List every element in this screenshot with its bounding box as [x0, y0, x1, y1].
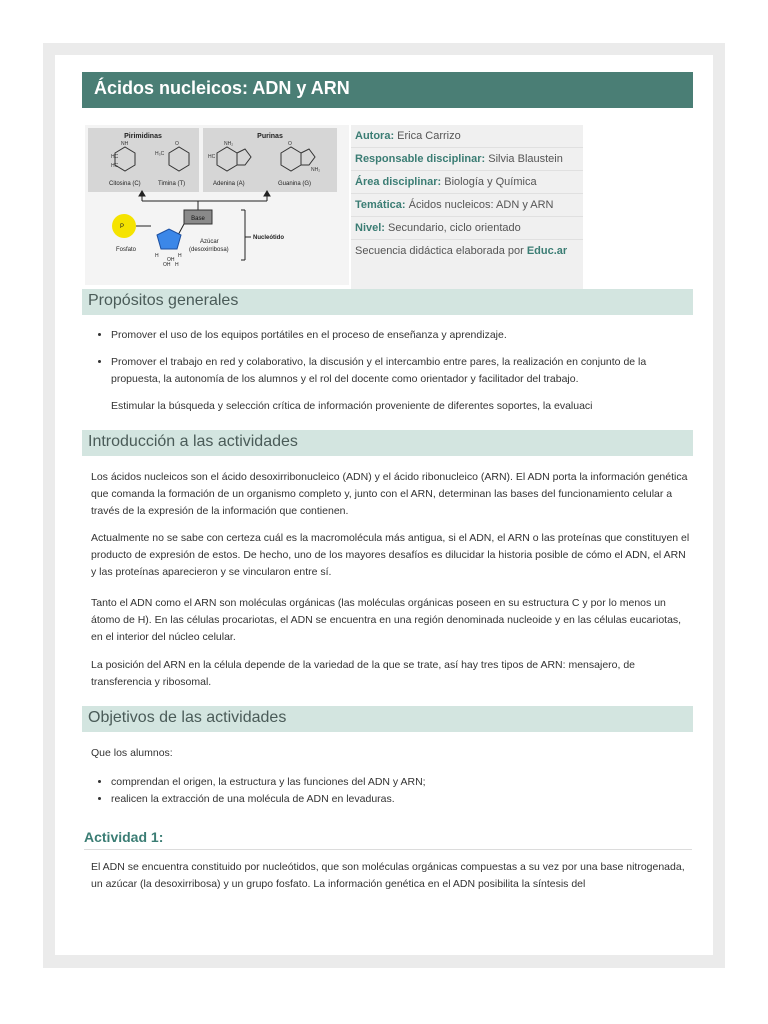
fosfato-label: Fosfato	[116, 247, 137, 253]
responsable-value: Silvia Blaustein	[488, 153, 563, 165]
educ-link[interactable]: Educ.ar	[526, 245, 568, 257]
purinas-label: Purinas	[257, 133, 283, 140]
propositos-heading: Propósitos generales	[82, 289, 693, 315]
tematica-value: Ácidos nucleicos: ADN y ARN	[408, 199, 554, 211]
svg-text:HC: HC	[111, 154, 119, 160]
nivel-label: Nivel:	[355, 222, 385, 234]
svg-text:NH₂: NH₂	[311, 167, 321, 173]
base-label-a: Adenina (A)	[213, 181, 245, 187]
svg-text:OH: OH	[163, 262, 171, 268]
desoxirribosa-label: (desoxirribosa)	[189, 247, 229, 253]
list-item: • Promover el trabajo en red y colaborativo, la discusión y el intercambio entre pares, la realización en conjunto de la propuesta, la autonomía de los alumnos y el rol del docente como orientador y facilitador del trabajo.	[111, 354, 691, 388]
info-row-nivel	[351, 217, 583, 240]
list-item: • comprendan el origen, la estructura y las funciones del ADN y ARN;	[111, 774, 691, 791]
responsable-label: Responsable disciplinar:	[355, 153, 486, 165]
document-page	[55, 55, 713, 955]
base-label-g: Guanina (G)	[278, 181, 312, 187]
base-label-t: Timina (T)	[158, 181, 186, 187]
page-title: Ácidos nucleicos: ADN y ARN	[82, 72, 693, 108]
propositos-list	[91, 327, 691, 415]
info-row-area	[351, 171, 583, 194]
objetivos-list	[91, 774, 691, 808]
intro-paragraph-3: Tanto el ADN como el ARN son moléculas orgánicas (las moléculas orgánicas poseen en su estructura C y por lo menos un átomo de H). En las células procariotas, el ADN se encuentra en una región denominada nucleoide y en las células eucariotas, en el interior del núcleo celular.	[91, 597, 682, 643]
svg-text:P: P	[120, 224, 125, 230]
svg-text:H: H	[178, 253, 182, 259]
secuencia-text: Secuencia didáctica elaborada por	[355, 245, 524, 257]
base-label-c: Citosina (C)	[109, 181, 141, 187]
actividad-1-heading: Actividad 1:	[84, 829, 692, 850]
objetivos-intro: Que los alumnos:	[91, 747, 173, 759]
objetivos-heading: Objetivos de las actividades	[82, 706, 693, 732]
intro-paragraph-2: Actualmente no se sabe con certeza cuál es la macromolécula más antigua, si el ADN, el ARN o las proteínas que constituyen el producto de expresión de estos. De hecho, uno de los mayores desafíos es dilucidar la historia posible de cómo el ADN, el ARN y las proteínas aparecieron y se vincularon entre sí.	[91, 532, 690, 578]
svg-text:HC: HC	[208, 154, 216, 160]
nucleotide-diagram	[85, 125, 349, 285]
info-row-responsable	[351, 148, 583, 171]
nucleotido-label: Nucleótido	[253, 235, 284, 241]
info-row-secuencia	[351, 240, 583, 262]
intro-paragraph-1: Los ácidos nucleicos son el ácido desoxirribonucleico (ADN) y el ácido ribonucleico (ARN). El ADN porta la información genética que comanda la formación de un organismo completo y, junto con el ARN, determinan las bases del funcionamiento celular a través de la expresión de la información que contienen.	[91, 471, 688, 517]
info-table	[351, 125, 583, 289]
actividad-1-text: El ADN se encuentra constituido por nucleótidos, que son moléculas orgánicas compuestas a su vez por una base nitrogenada, un azúcar (la desoxirribosa) y un grupo fosfato. La información genética en el ADN posibilita la síntesis del	[91, 861, 685, 890]
svg-text:H₃C: H₃C	[155, 151, 165, 157]
info-row-autora	[351, 125, 583, 148]
svg-text:OH: OH	[167, 257, 175, 263]
introduccion-heading: Introducción a las actividades	[82, 430, 693, 456]
nivel-value: Secundario, ciclo orientado	[388, 222, 521, 234]
info-row-tematica	[351, 194, 583, 217]
tematica-label: Temática:	[355, 199, 406, 211]
svg-text:HC: HC	[111, 163, 119, 169]
list-item: • realicen la extracción de una molécula de ADN en levaduras.	[111, 791, 691, 808]
svg-text:NH: NH	[121, 141, 129, 147]
autora-label: Autora:	[355, 130, 395, 142]
intro-paragraph-4: La posición del ARN en la célula depende de la variedad de la que se trate, así hay tres tipos de ARN: mensajero, de transferencia y ribosomal.	[91, 659, 636, 688]
area-label: Área disciplinar:	[355, 176, 442, 188]
svg-text:O: O	[288, 141, 292, 147]
svg-text:O: O	[175, 141, 179, 147]
svg-text:H: H	[175, 262, 179, 268]
autora-value: Erica Carrizo	[397, 130, 461, 142]
list-item: • Estimular la búsqueda y selección crítica de información proveniente de diferentes soportes, la evaluaci	[111, 398, 691, 415]
pirimidinas-label: Pirimidinas	[124, 133, 162, 140]
svg-text:H: H	[155, 253, 159, 259]
list-item: • Promover el uso de los equipos portátiles en el proceso de enseñanza y aprendizaje.	[111, 327, 691, 344]
azucar-label: Azúcar	[200, 239, 219, 245]
area-value: Biología y Química	[444, 176, 537, 188]
svg-text:NH₂: NH₂	[224, 141, 234, 147]
base-box-label: Base	[191, 216, 205, 222]
